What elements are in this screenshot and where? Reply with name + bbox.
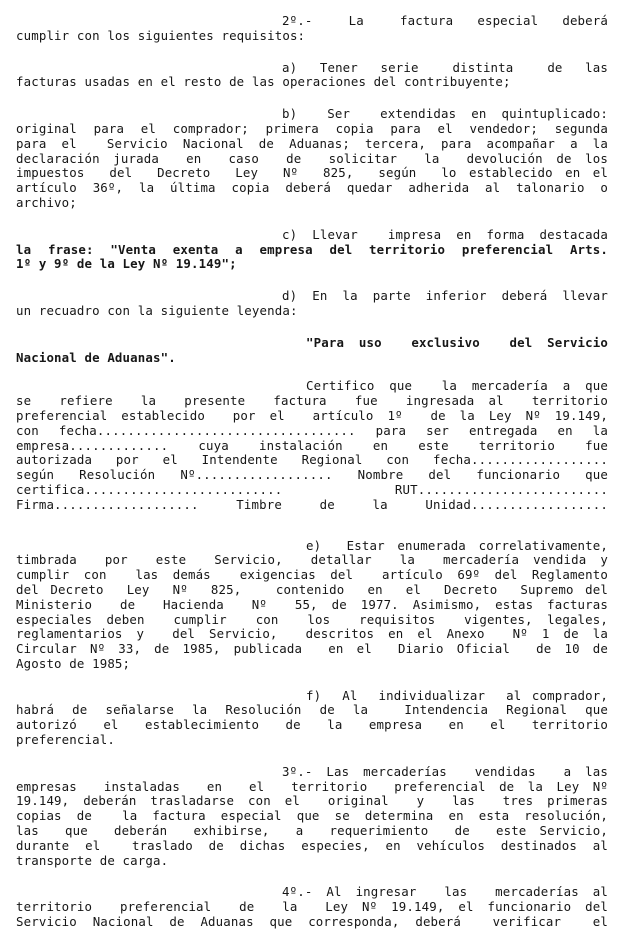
text-line: original para el comprador; primera copia para el vendedor; segunda	[16, 120, 608, 136]
text-line: con fecha.................................. para ser entregada en la	[16, 422, 608, 438]
paragraph-2c	[16, 228, 608, 272]
text-line: archivo;	[16, 194, 77, 210]
text-line: "Para uso exclusivo del Servicio	[306, 334, 608, 350]
text-line: según Resolución Nº.................. Nombre del funcionario que	[16, 467, 608, 483]
text-line: preferencial establecido por el artículo 1º de la Ley Nº 19.149,	[16, 407, 608, 423]
certificate-box	[16, 379, 608, 512]
text-line: 1º y 9º de la Ley Nº 19.149";	[16, 256, 237, 272]
text-line: Firma................... Timbre de la Unidad..................	[16, 496, 608, 512]
text-line: cumplir con las demás exigencias del artículo 69º del Reglamento	[16, 567, 608, 583]
paragraph-4	[16, 885, 608, 929]
text-line: transporte de carga.	[16, 852, 169, 868]
text-line: autorizó el establecimiento de la empresa en el territorio	[16, 717, 608, 733]
text-line: 2º.- La factura especial deberá	[282, 13, 608, 28]
text-line: declaración jurada en caso de solicitar la devolución de los	[16, 150, 608, 166]
text-line: impuestos del Decreto Ley Nº 825, según lo establecido en el	[16, 165, 608, 181]
text-line: se refiere la presente factura fue ingresada al territorio	[16, 393, 608, 409]
text-line: f) Al individualizar al comprador,	[306, 687, 608, 703]
text-line: preferencial.	[16, 732, 115, 748]
text-line: para el Servicio Nacional de Aduanas; tercera, para acompañar a la	[16, 135, 608, 151]
text-line: la frase: "Venta exenta a empresa del territorio preferencial Arts.	[16, 241, 608, 257]
text-line: timbrada por este Servicio, detallar la mercadería vendida y	[16, 552, 608, 568]
text-line: 19.149, deberán trasladarse con el original y las tres primeras	[16, 793, 608, 809]
text-line: 3º.- Las mercaderías vendidas a las	[282, 763, 608, 779]
paragraph-3	[16, 765, 608, 869]
text-line: d) En la parte inferior deberá llevar	[282, 288, 608, 304]
text-line: Certifico que la mercadería a que	[306, 378, 608, 394]
text-line: empresas instaladas en el territorio preferencial de la Ley Nº	[16, 778, 608, 794]
text-line: b) Ser extendidas en quintuplicado:	[282, 106, 608, 122]
text-line: artículo 36º, la última copia deberá quedar adherida al talonario o	[16, 180, 608, 196]
text-line: Nacional de Aduanas".	[16, 349, 176, 365]
legend-heading	[16, 336, 608, 366]
paragraph-2a	[16, 61, 608, 91]
text-line: del Decreto Ley Nº 825, contenido en el Decreto Supremo del	[16, 581, 608, 597]
text-line: territorio preferencial de la Ley Nº 19.149, el funcionario del	[16, 899, 608, 915]
paragraph-2e	[16, 539, 608, 672]
paragraph-2d	[16, 289, 608, 319]
text-line: durante el traslado de dichas especies, en vehículos destinados al	[16, 837, 608, 853]
text-line: autorizada por el Intendente Regional con fecha..................	[16, 452, 608, 468]
text-line: 4º.- Al ingresar las mercaderías al	[282, 884, 608, 900]
text-line: cumplir con los siguientes requisitos:	[16, 27, 306, 43]
text-line: Circular Nº 33, de 1985, publicada en el Diario Oficial de 10 de	[16, 641, 608, 657]
paragraph-2b	[16, 107, 608, 211]
text-line: Ministerio de Hacienda Nº 55, de 1977. Asimismo, estas facturas	[16, 596, 608, 612]
paragraph-2	[16, 14, 608, 44]
text-line: empresa............. cuya instalación en este territorio fue	[16, 437, 608, 453]
text-line: Servicio Nacional de Aduanas que corresponda, deberá verificar el	[16, 914, 608, 930]
text-line: copias de la factura especial que se determina en esta resolución,	[16, 808, 608, 824]
text-line: e) Estar enumerada correlativamente,	[306, 537, 608, 553]
paragraph-2f	[16, 689, 608, 748]
text-line: un recuadro con la siguiente leyenda:	[16, 302, 298, 318]
text-line: Agosto de 1985;	[16, 655, 131, 671]
text-line: a) Tener serie distinta de las	[282, 59, 608, 75]
text-line: certifica.......................... RUT.........................	[16, 481, 608, 497]
text-line: las que deberán exhibirse, a requerimiento de este Servicio,	[16, 823, 608, 839]
text-line: c) Llevar impresa en forma destacada	[282, 226, 608, 242]
text-line: facturas usadas en el resto de las operaciones del contribuyente;	[16, 74, 511, 90]
text-line: reglamentarios y del Servicio, descritos en el Anexo Nº 1 de la	[16, 626, 608, 642]
text-line: habrá de señalarse la Resolución de la Intendencia Regional que	[16, 702, 608, 718]
text-line: especiales deben cumplir con los requisitos vigentes, legales,	[16, 611, 608, 627]
